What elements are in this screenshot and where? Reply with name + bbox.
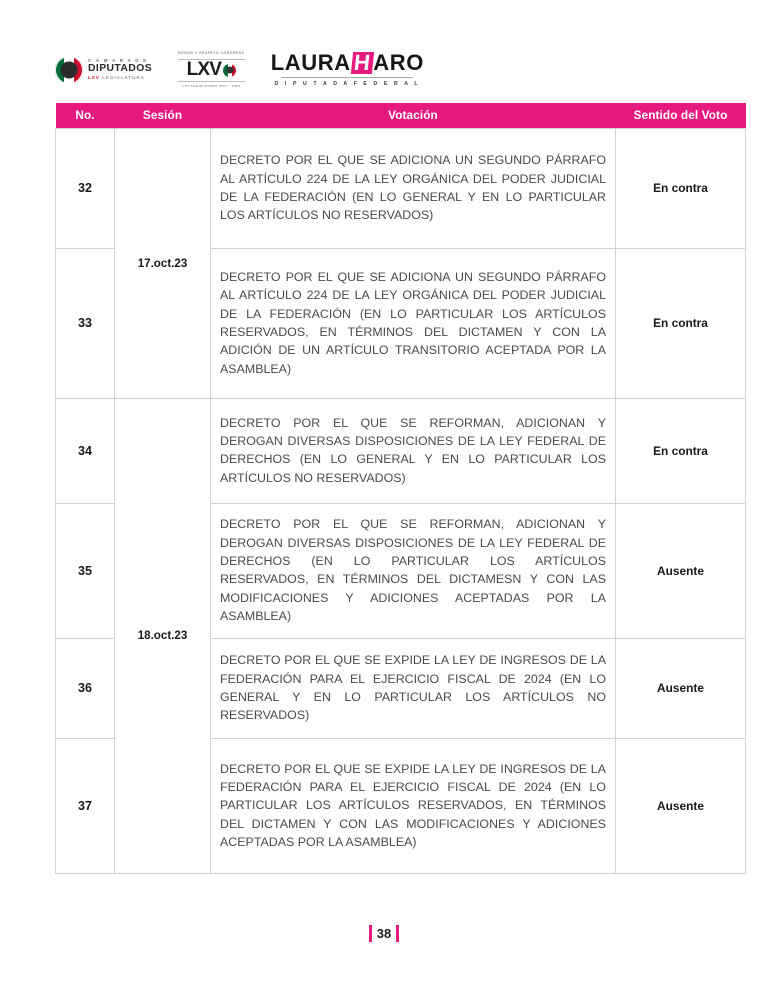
cell-sentido-del-voto: Ausente [616,738,746,873]
table-row [56,128,746,248]
page-number-bar-right [396,925,399,942]
cell-sentido-del-voto: En contra [616,248,746,398]
page-number: 38 [376,926,392,941]
lxv-top-label: HONOR Y RESPETO CONGRESO [178,50,245,55]
laura-h-block: H [352,50,372,76]
lxv-flag-dot-icon [223,64,236,77]
legislatura-prefix: LXV [88,75,100,81]
lxv-bottom-label: LXV LEGISLATURA 2021 - 2024 [182,84,241,89]
lxv-legislatura-logo [178,52,245,89]
laura-first-name: LAURA [270,50,351,76]
mexican-flag-seal-icon [55,56,83,84]
laura-divider [281,77,413,78]
cell-row-number: 35 [56,503,115,638]
laura-haro-wordmark [271,52,424,74]
votaciones-table [55,103,746,874]
table-header-row [56,103,746,128]
column-header-sentido: Sentido del Voto [616,103,746,128]
cell-sentido-del-voto: En contra [616,398,746,503]
cell-row-number: 36 [56,638,115,738]
cell-row-number: 37 [56,738,115,873]
laura-subtitle: D I P U T A D A F E D E R A L [274,81,421,88]
lxv-letters: LXV [186,59,222,81]
cell-sentido-del-voto: Ausente [616,638,746,738]
cell-session-date: 18.oct.23 [115,398,211,873]
table-header [56,103,746,128]
logo-bar [55,50,713,90]
table-row [56,398,746,503]
cell-votacion-description: DECRETO POR EL QUE SE REFORMAN, ADICIONAN Y DEROGAN DIVERSAS DISPOSICIONES DE LA LEY FEDERAL DE DERECHOS (EN LO PARTICULAR LOS ARTÍCULOS RESERVADOS, EN TÉRMINOS DEL DICTAMESN Y CON LAS MODIFICACIONES Y ADICIONES ACEPTADAS POR LA ASAMBLEA) [211,503,616,638]
cell-sentido-del-voto: En contra [616,128,746,248]
column-header-no: No. [56,103,115,128]
cell-votacion-description: DECRETO POR EL QUE SE REFORMAN, ADICIONAN Y DEROGAN DIVERSAS DISPOSICIONES DE LA LEY FEDERAL DE DERECHOS (EN LO GENERAL Y EN LO PARTICULAR LOS ARTÍCULOS NO RESERVADOS) [211,398,616,503]
cell-votacion-description: DECRETO POR EL QUE SE EXPIDE LA LEY DE INGRESOS DE LA FEDERACIÓN PARA EL EJERCICIO FISCAL DE 2024 (EN LO GENERAL Y EN LO PARTICULAR LOS ARTÍCULOS NO RESERVADOS) [211,638,616,738]
cell-row-number: 34 [56,398,115,503]
legislatura-label [88,76,152,81]
lxv-divider-bottom [178,81,245,82]
cell-votacion-description: DECRETO POR EL QUE SE EXPIDE LA LEY DE INGRESOS DE LA FEDERACIÓN PARA EL EJERCICIO FISCAL DE 2024 (EN LO PARTICULAR LOS ARTÍCULOS RESERVADOS, EN TÉRMINOS DEL DICTAMEN Y CON LAS MODIFICACIONES Y ADICIONES ACEPTADAS POR LA ASAMBLEA) [211,738,616,873]
table-body [56,128,746,873]
page-number-bar-left [369,925,372,942]
legislatura-text: LEGISLATURA [102,75,145,81]
camara-label: C Á M A R A D E [88,57,148,63]
laura-last-name-rest: ARO [373,50,424,76]
diputados-label: DIPUTADOS [88,63,153,75]
laura-haro-logo [271,52,424,87]
eagle-emblem-icon [226,67,233,74]
cell-row-number: 32 [56,128,115,248]
page-footer [0,925,768,942]
lxv-mark [187,61,237,79]
column-header-sesion: Sesión [115,103,211,128]
cell-votacion-description: DECRETO POR EL QUE SE ADICIONA UN SEGUNDO PÁRRAFO AL ARTÍCULO 224 DE LA LEY ORGÁNICA DEL PODER JUDICIAL DE LA FEDERACIÓN (EN LO GENERAL Y EN LO PARTICULAR LOS ARTÍCULOS NO RESERVADOS) [211,128,616,248]
cell-sentido-del-voto: Ausente [616,503,746,638]
seal-ring [55,56,83,84]
page-number-group [369,925,398,942]
camara-diputados-logo [55,56,152,84]
column-header-votacion: Votación [211,103,616,128]
cell-votacion-description: DECRETO POR EL QUE SE ADICIONA UN SEGUNDO PÁRRAFO AL ARTÍCULO 224 DE LA LEY ORGÁNICA DEL PODER JUDICIAL DE LA FEDERACIÓN (EN LO PARTICULAR LOS ARTÍCULOS RESERVADOS, EN TÉRMINOS DEL DICTAMEN Y CON LA ADICIÓN DE UN ARTÍCULO TRANSITORIO ACEPTADA POR LA ASAMBLEA) [211,248,616,398]
cell-row-number: 33 [56,248,115,398]
camara-diputados-wordmark [88,59,152,81]
cell-session-date: 17.oct.23 [115,128,211,398]
